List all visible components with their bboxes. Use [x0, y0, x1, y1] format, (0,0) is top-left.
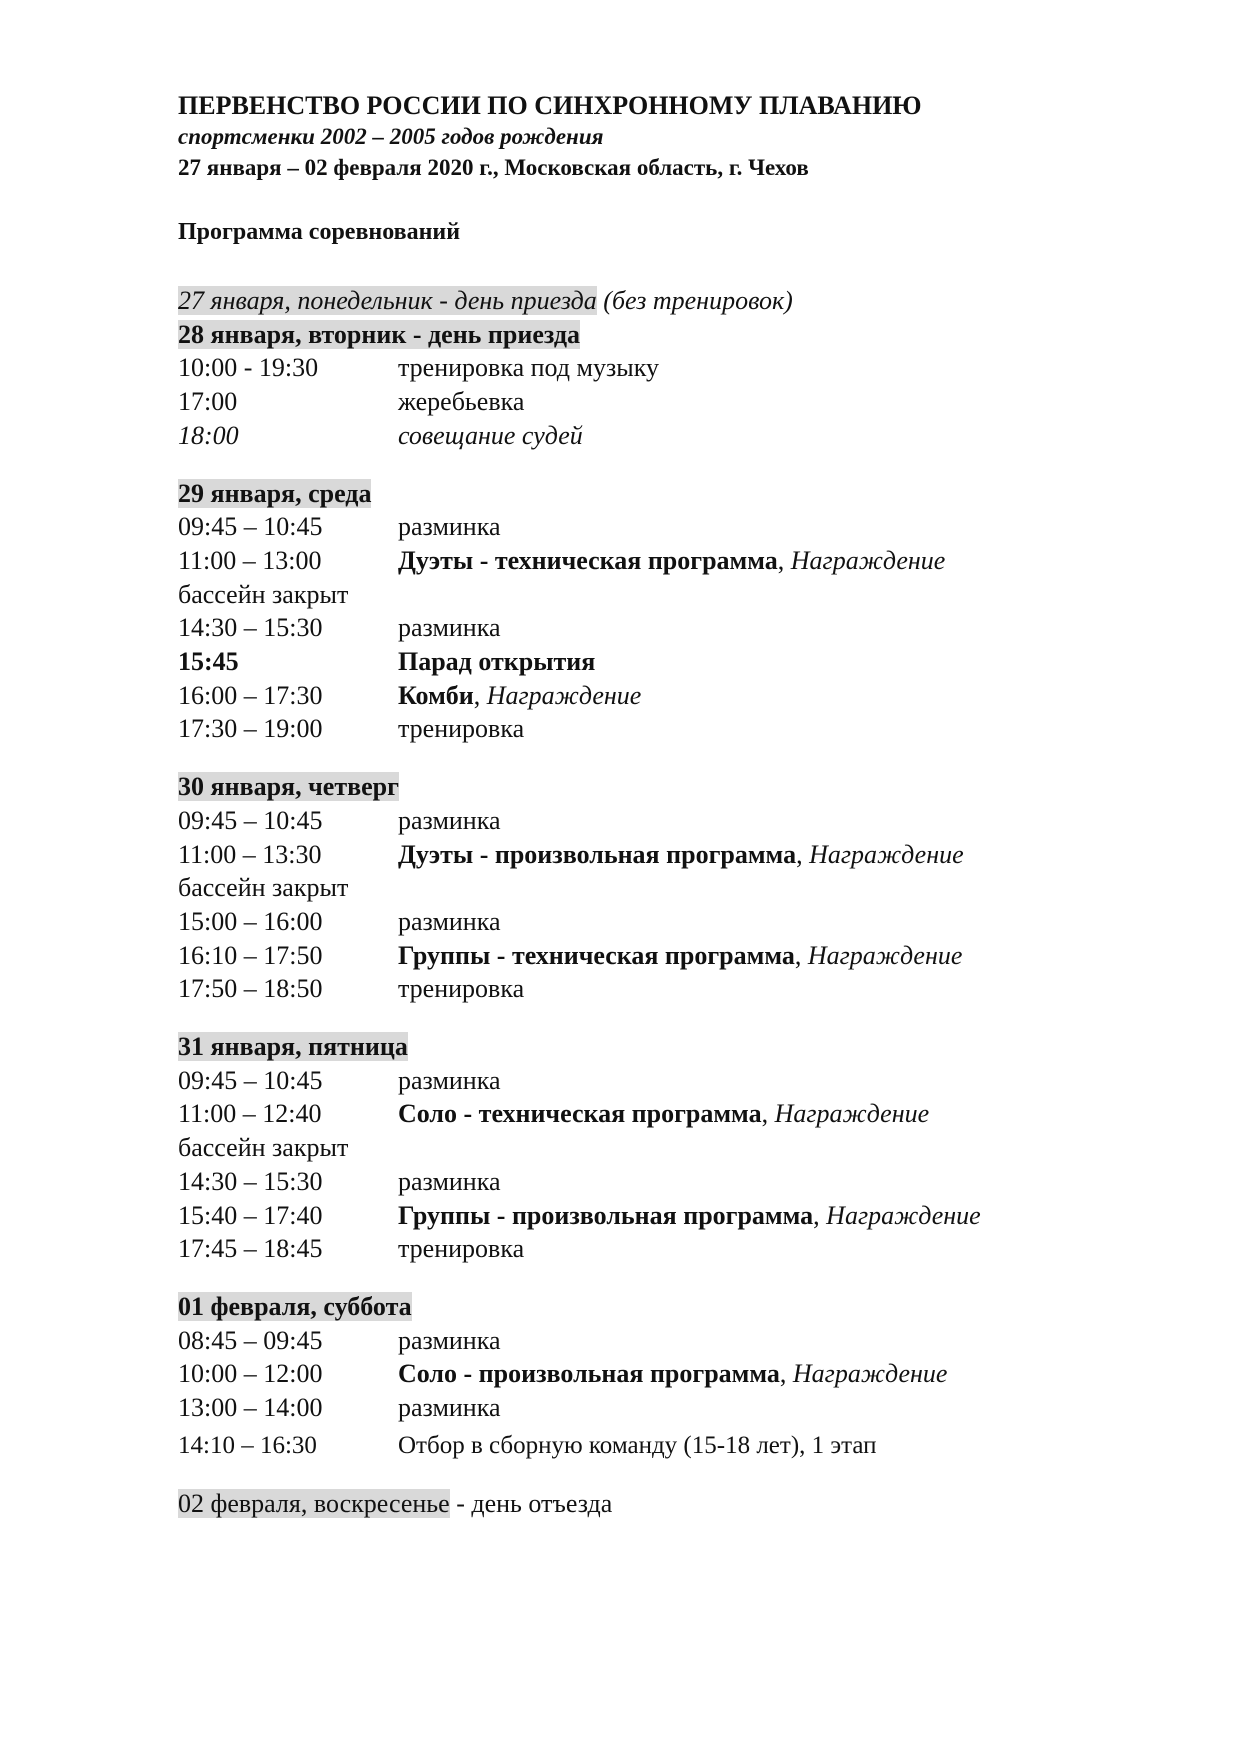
schedule-row [178, 712, 1078, 746]
row-event: тренировка под музыку [398, 353, 659, 383]
event-separator: , [473, 680, 487, 710]
row-time: 17:45 – 18:45 [178, 1234, 323, 1264]
pool-closed-note: бассейн закрыт [178, 873, 349, 903]
schedule-row [178, 544, 1078, 578]
row-time: 18:00 [178, 420, 239, 450]
row-event: разминка [398, 1166, 501, 1196]
schedule-row [178, 905, 1078, 939]
event-name: Дуэты - произвольная программа [398, 839, 797, 869]
row-time: 16:00 – 17:30 [178, 680, 323, 710]
schedule-row [178, 1232, 1078, 1266]
document-title: ПЕРВЕНСТВО РОССИИ ПО СИНХРОННОМУ ПЛАВАНИЮ [178, 91, 922, 120]
schedule-row [178, 1199, 1078, 1233]
row-event [398, 1097, 929, 1131]
row-time: 10:00 - 19:30 [178, 353, 319, 383]
row-time: 09:45 – 10:45 [178, 512, 323, 542]
departure-day-note: - день отъезда [449, 1488, 613, 1518]
row-event [398, 1357, 947, 1391]
row-event: тренировка [398, 714, 525, 744]
arrival-day-note: (без тренировок) [596, 286, 793, 315]
document-subtitle: спортсменки 2002 – 2005 годов рождения [178, 124, 604, 149]
row-time: 11:00 – 13:30 [178, 839, 322, 869]
event-separator: , [796, 839, 810, 869]
row-time: 10:00 – 12:00 [178, 1359, 323, 1389]
row-event: разминка [398, 1393, 501, 1423]
award-label: Награждение [790, 545, 946, 575]
event-name: Дуэты - техническая программа [398, 545, 778, 575]
row-time: 11:00 – 12:40 [178, 1099, 322, 1129]
row-event [398, 544, 945, 578]
arrival-day-label: 27 января, понедельник - день приезда [178, 286, 597, 315]
row-event: тренировка [398, 1234, 525, 1264]
schedule-row [178, 1324, 1078, 1358]
schedule-row [178, 385, 1078, 419]
event-separator: , [779, 1359, 793, 1389]
row-time: 09:45 – 10:45 [178, 1065, 323, 1095]
day-section-jan31 [178, 1030, 1078, 1266]
schedule-row [178, 645, 1078, 679]
row-event: разминка [398, 1325, 501, 1355]
event-separator: , [761, 1099, 775, 1129]
schedule-row [178, 804, 1078, 838]
pool-closed-note: бассейн закрыт [178, 1133, 349, 1163]
day-section-feb01 [178, 1290, 1078, 1463]
day-section-jan30 [178, 770, 1078, 1006]
schedule-row [178, 1064, 1078, 1098]
event-separator: , [794, 940, 808, 970]
schedule-row [178, 679, 1078, 713]
arrival-day-line [178, 284, 1078, 318]
schedule-row [178, 939, 1078, 973]
row-time: 13:00 – 14:00 [178, 1393, 323, 1423]
row-event: разминка [398, 906, 501, 936]
event-name: Соло - техническая программа [398, 1099, 762, 1129]
row-event: тренировка [398, 974, 525, 1004]
schedule-document [178, 90, 1078, 1520]
schedule-row [178, 1357, 1078, 1391]
row-time: 17:30 – 19:00 [178, 714, 323, 744]
award-label: Награждение [774, 1099, 930, 1129]
award-label: Награждение [809, 839, 964, 869]
program-title: Программа соревнований [178, 219, 461, 245]
row-event [398, 838, 964, 872]
schedule-row [178, 972, 1078, 1006]
event-dates-place: 27 января – 02 февраля 2020 г., Московская область, г. Чехов [178, 155, 809, 180]
day-heading: 30 января, четверг [178, 772, 399, 802]
schedule-row [178, 510, 1078, 544]
schedule-row [178, 351, 1078, 385]
day-heading: 28 января, вторник - день приезда [178, 319, 581, 349]
day-heading: 31 января, пятница [178, 1032, 408, 1062]
schedule-row [178, 611, 1078, 645]
row-time: 09:45 – 10:45 [178, 805, 323, 835]
row-time: 17:00 [178, 387, 238, 417]
event-separator: , [813, 1200, 827, 1230]
event-name: Группы - техническая программа [398, 940, 795, 970]
row-event [398, 1199, 981, 1233]
row-time: 15:45 [178, 647, 239, 677]
day-section-jan28 [178, 318, 1078, 453]
row-time: 15:00 – 16:00 [178, 906, 323, 936]
row-time: 17:50 – 18:50 [178, 974, 323, 1004]
event-name: Соло - произвольная программа [398, 1359, 780, 1389]
award-label: Награждение [826, 1200, 981, 1230]
departure-day-label: 02 февраля, воскресенье [178, 1488, 450, 1518]
row-time: 14:30 – 15:30 [178, 1166, 323, 1196]
award-label: Награждение [486, 680, 642, 710]
schedule-row [178, 1429, 1078, 1463]
day-heading: 29 января, среда [178, 478, 372, 508]
row-event: разминка [398, 512, 501, 542]
event-name: Группы - произвольная программа [398, 1200, 814, 1230]
schedule-row [178, 1165, 1078, 1199]
schedule-row [178, 1391, 1078, 1425]
row-event: Отбор в сборную команду (15-18 лет), 1 этап [398, 1431, 877, 1459]
row-event [398, 939, 962, 973]
schedule-row [178, 1097, 1078, 1131]
row-time: 11:00 – 13:00 [178, 545, 322, 575]
departure-day-line [178, 1487, 1078, 1521]
row-event: жеребьевка [398, 387, 525, 417]
row-event: Парад открытия [398, 647, 596, 677]
row-event [398, 679, 641, 713]
pool-closed-note: бассейн закрыт [178, 579, 349, 609]
row-time: 14:30 – 15:30 [178, 613, 323, 643]
row-event: разминка [398, 805, 501, 835]
row-time: 15:40 – 17:40 [178, 1200, 323, 1230]
day-section-jan29 [178, 477, 1078, 747]
schedule-row [178, 419, 1078, 453]
row-time: 16:10 – 17:50 [178, 940, 323, 970]
row-event: разминка [398, 1065, 501, 1095]
row-time: 14:10 – 16:30 [178, 1431, 317, 1459]
award-label: Награждение [807, 940, 963, 970]
row-time: 08:45 – 09:45 [178, 1325, 323, 1355]
row-event: разминка [398, 613, 501, 643]
award-label: Награждение [792, 1359, 948, 1389]
day-heading: 01 февраля, суббота [178, 1291, 412, 1321]
schedule-row [178, 838, 1078, 872]
row-event: совещание судей [398, 420, 583, 450]
event-name: Комби [398, 680, 474, 710]
event-separator: , [777, 545, 791, 575]
